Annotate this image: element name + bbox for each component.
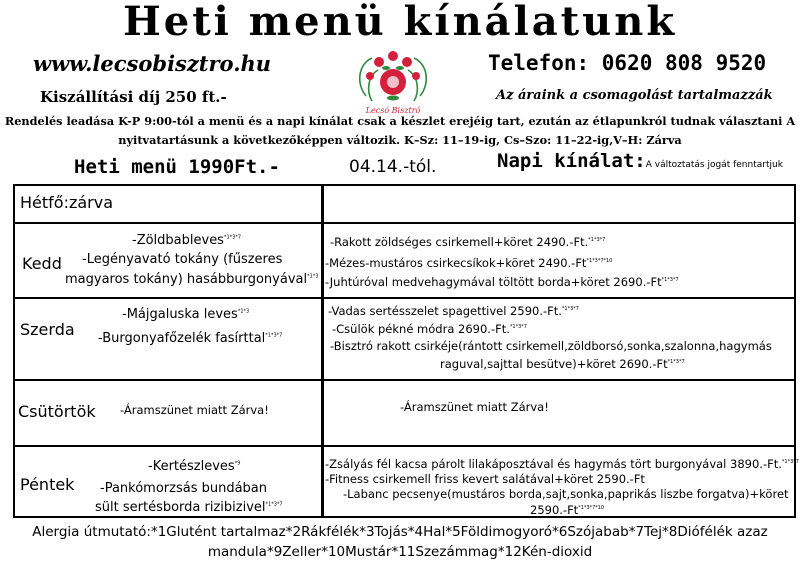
day-thursday: Csütörtök <box>18 402 96 421</box>
daily-offer-note: A változtatás jogát fenntartjuk <box>645 160 783 170</box>
daily-offer-heading: Napi kínálat:A változtatás jogát fenntartjuk <box>497 150 783 172</box>
row-divider <box>13 297 796 299</box>
day-tuesday: Kedd <box>22 254 62 273</box>
phone-number: Telefon: 0620 808 9520 <box>488 51 767 75</box>
allergy-guide: Alergia útmutató:*1Glutént tartalmaz*2Rákfélék*3Tojás*4Hal*5Földimogyoró*6Szójabab*7Tej*8Diófélék azaz mandula*9Zeller*10Mustár*11Szezámmag*12Kén-dioxid <box>32 524 768 560</box>
daily-item: $2590.-Ft^{*1*3*7*10}$ <box>530 503 605 517</box>
daily-item: -Áramszünet miatt Zárva! <box>400 400 549 414</box>
row-divider <box>13 379 796 381</box>
menu-item: -Pankómorzsás bundában <box>100 481 268 496</box>
day-monday: Hétfő:zárva <box>20 193 114 212</box>
daily-item: -Vadas sertésszelet spagettivel 2590.-Ft.$^{*1*3*7}$ <box>328 304 579 318</box>
website-link[interactable]: www.lecsobisztro.hu <box>33 51 272 76</box>
row-divider <box>13 222 796 224</box>
daily-item: -Fitness csirkemell friss kevert salátával+köret 2590.-Ft <box>325 472 645 486</box>
delivery-fee: Kiszállítási díj 250 ft.- <box>40 88 227 106</box>
daily-item: -Zsályás fél kacsa párolt lilakáposztával és hagymás tört burgonyával 3890.-Ft.$^{*1*3*7}$ <box>325 457 799 471</box>
menu-item: -Májgaluska leves$^{*1*3}$ <box>122 307 250 322</box>
daily-item: -Labanc pecsenye(mustáros borda,sajt,sonka,paprikás liszbe forgatva)+köret <box>343 487 789 501</box>
column-divider <box>321 184 324 518</box>
menu-item: magyaros tokány) hasábburgonyával$^{*1*3}$ <box>65 272 319 287</box>
page-title: Heti menü kínálatunk <box>122 0 678 45</box>
day-friday: Péntek <box>20 475 75 494</box>
daily-item: -Juhtúróval medvehagymával töltött borda+köret $2690.-Ft^{*1*3*7}$ <box>325 275 679 289</box>
daily-item: -Mézes-mustáros csirkecsíkok+köret $2490.-Ft^{*1*3*7*10}$ <box>325 256 613 270</box>
menu-start-date: 04.14.-tól. <box>349 157 437 177</box>
order-notice: Rendelés leadása K-P 9:00-tól a menü és a napi kínálat csak a készlet erejéig tart, ezután az étlapunkról tudnak választani A nyitvatartásunk a következőképpen változik. K–Sz: 11–19-ig, Cs–Szo: 11–22-ig,V–H: Zárva <box>4 114 796 147</box>
day-wednesday: Szerda <box>20 320 75 339</box>
daily-item: -Csülök pékné módra 2690.-Ft.$^{*1*3*7}$ <box>332 322 527 336</box>
row-divider <box>13 445 796 447</box>
logo-text: Lecsó Bisztró <box>365 106 421 115</box>
menu-item: sült sertésborda rizibizivel$^{*1*3*7}$ <box>95 500 283 515</box>
prices-note: Az áraink a csomagolást tartalmazzák <box>496 88 773 103</box>
weekly-menu-price: Heti menü 1990Ft.- <box>74 156 280 178</box>
daily-item: -Bisztró rakott csirkéje(rántott csirkemell,zöldborsó,sonka,szalonna,hagymás <box>330 339 772 353</box>
menu-item: -Burgonyafőzelék fasírttal$^{*1*3*7}$ <box>98 331 283 346</box>
lecso-bisztro-logo <box>352 46 434 116</box>
menu-item: -Legényavató tokány (fűszeres <box>82 252 283 267</box>
menu-item: -Áramszünet miatt Zárva! <box>120 403 269 417</box>
menu-item: -Kertészleves$^{*9}$ <box>148 459 241 474</box>
daily-item: -Rakott zöldséges csirkemell+köret 2490.-Ft.$^{*1*3*7}$ <box>330 235 606 249</box>
daily-item: raguval,sajttal besütve)+köret $2690.-Ft^{*1*3*7}$ <box>440 357 685 371</box>
menu-item: -Zöldbableves$^{*1*3*7}$ <box>132 233 242 248</box>
